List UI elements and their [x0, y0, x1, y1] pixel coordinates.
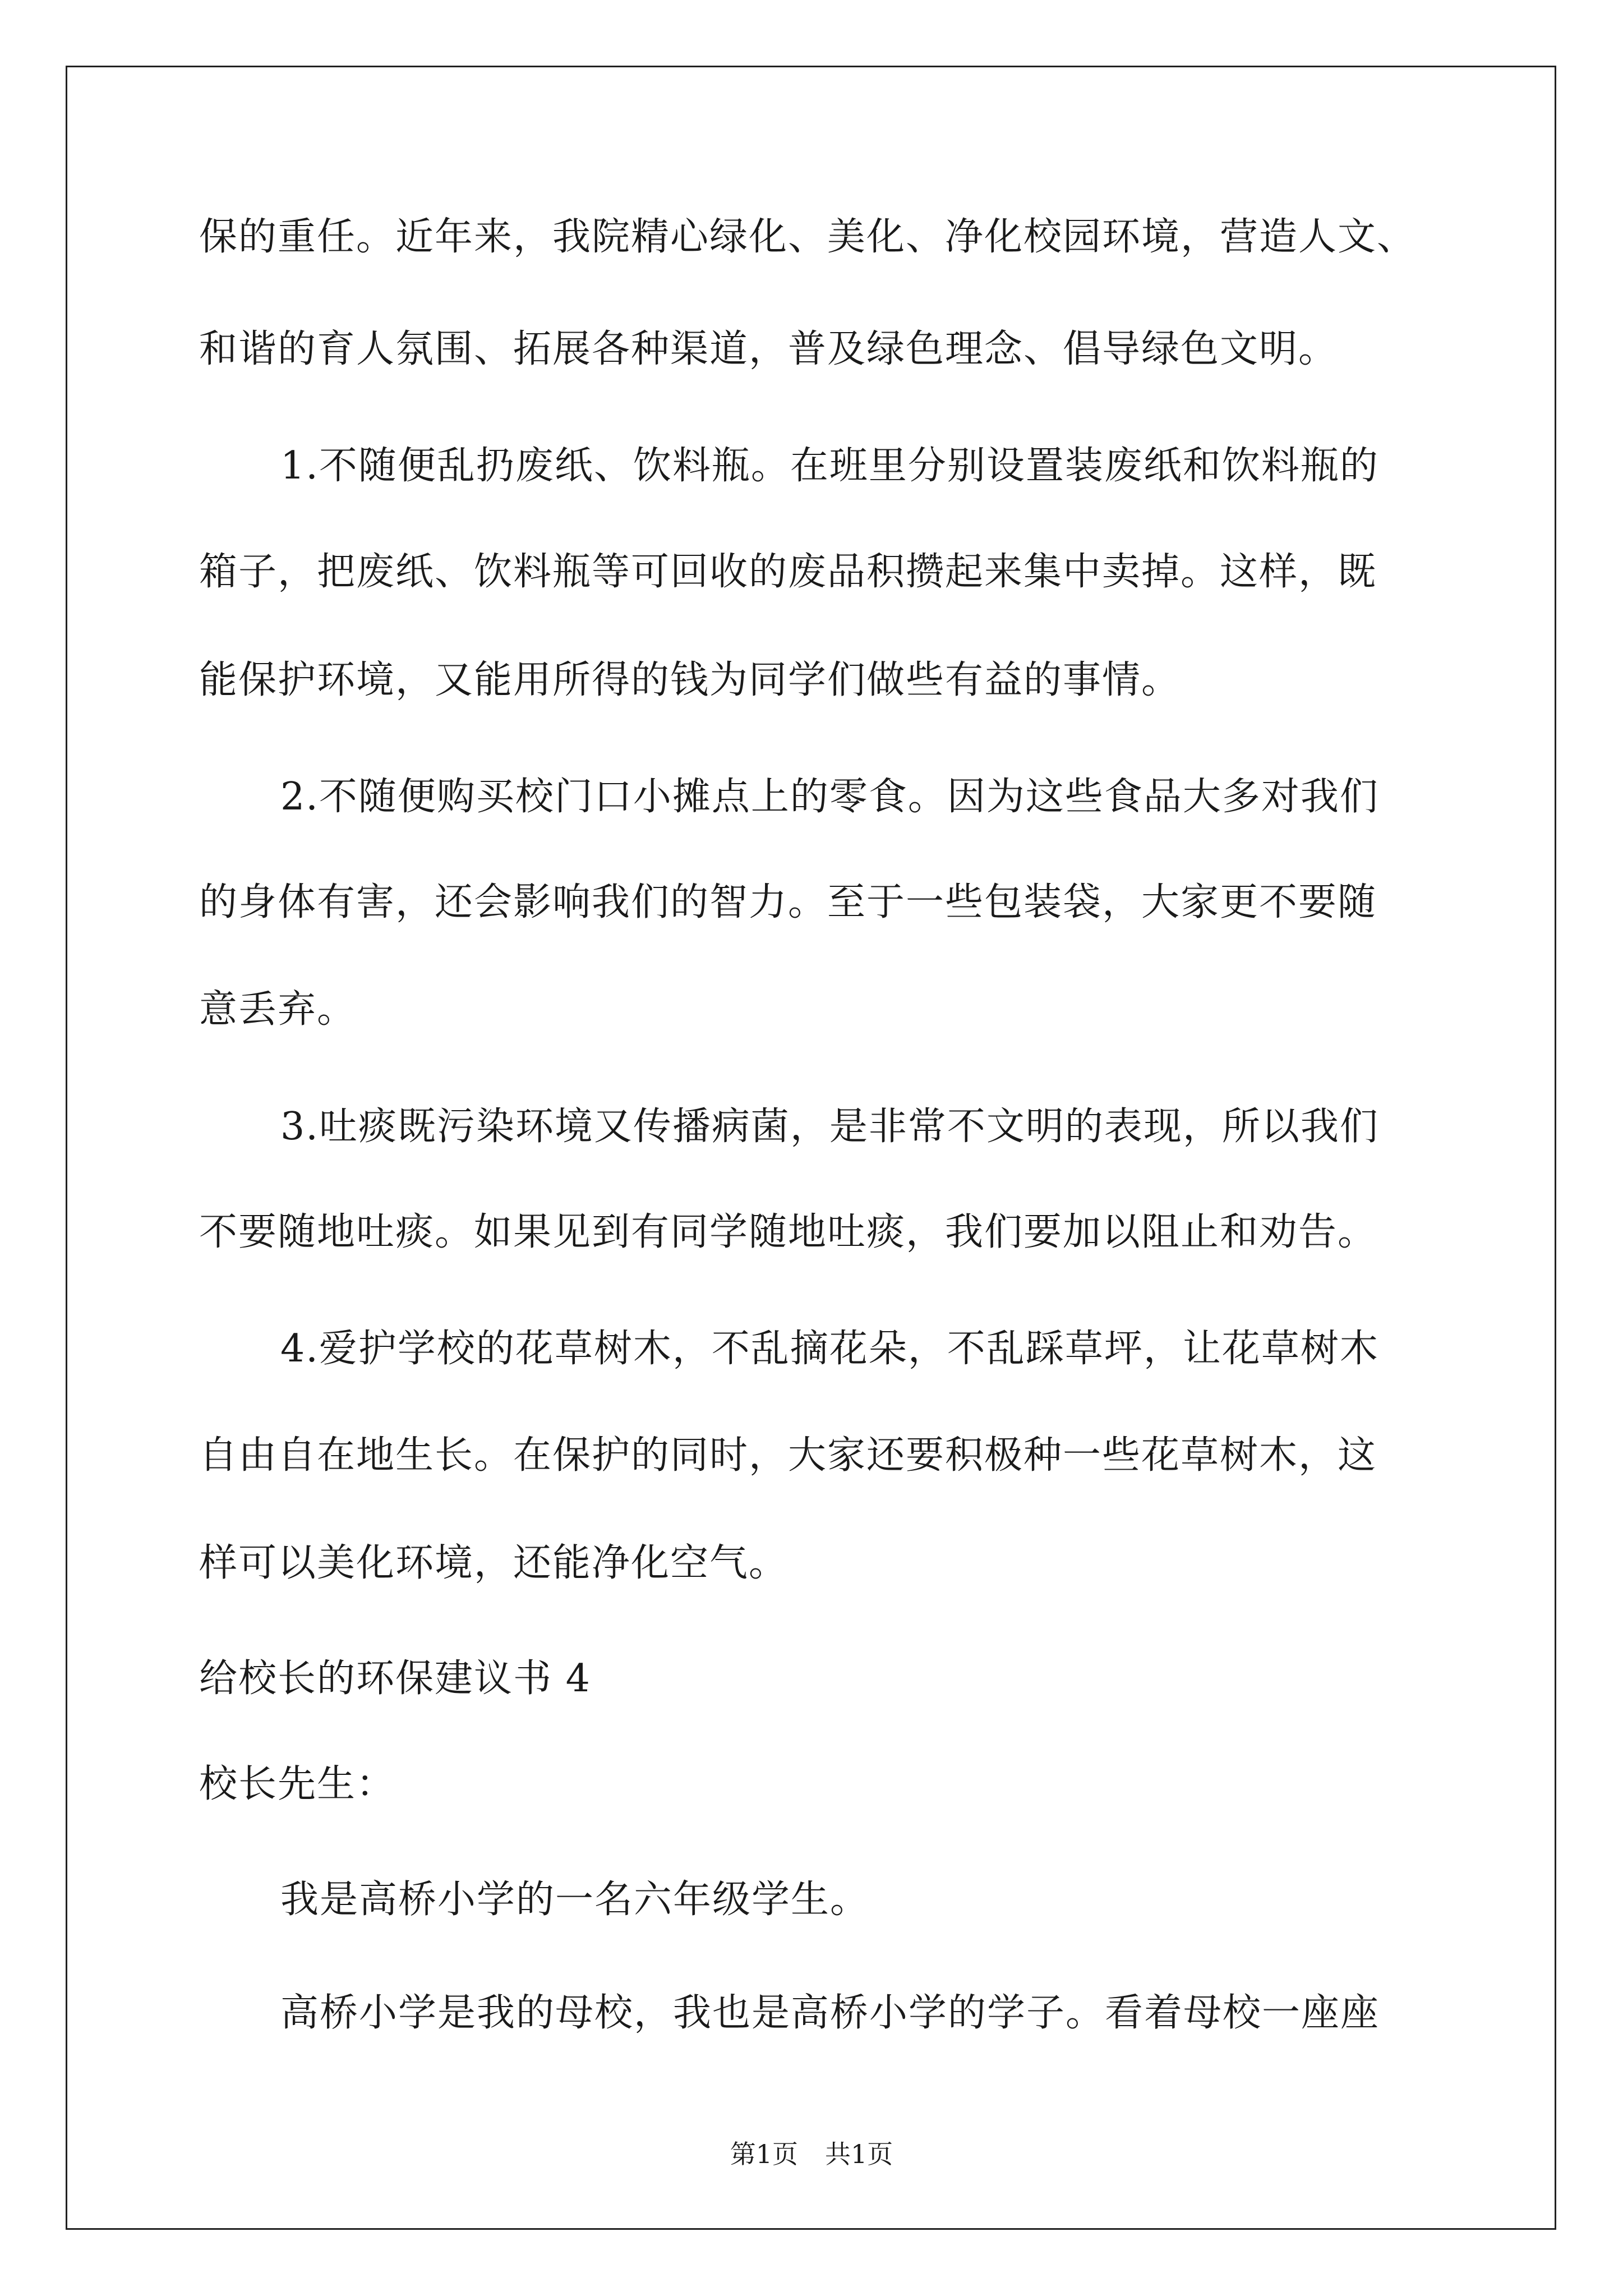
list-item-3-line: 3.吐痰既污染环境又传播病菌，是非常不文明的表现，所以我们	[280, 1105, 1379, 1149]
list-item-4-line: 4.爱护学校的花草树木，不乱摘花朵，不乱踩草坪，让花草树木	[280, 1327, 1379, 1371]
section-heading: 给校长的环保建议书 4	[199, 1657, 591, 1701]
page-total: 共1页	[825, 2139, 893, 2169]
list-item-2-line: 意丢弃。	[199, 987, 357, 1032]
list-item-4-line: 自由自在地生长。在保护的同时，大家还要积极种一些花草树木，这	[199, 1433, 1377, 1478]
body-text-line: 和谐的育人氛围、拓展各种渠道，普及绿色理念、倡导绿色文明。	[199, 327, 1338, 371]
list-item-1-line: 能保护环境，又能用所得的钱为同学们做些有益的事情。	[199, 658, 1181, 702]
list-item-2-line: 的身体有害，还会影响我们的智力。至于一些包装袋，大家更不要随	[199, 880, 1377, 924]
salutation: 校长先生：	[199, 1762, 396, 1806]
list-item-3-line: 不要随地吐痰。如果见到有同学随地吐痰，我们要加以阻止和劝告。	[199, 1210, 1377, 1254]
body-text-line: 保的重任。近年来，我院精心绿化、美化、净化校园环境，营造人文、	[199, 215, 1417, 259]
body-text-line: 高桥小学是我的母校，我也是高桥小学的学子。看着母校一座座	[280, 1991, 1380, 2035]
page-footer	[0, 2137, 1623, 2171]
list-item-4-line: 样可以美化环境，还能净化空气。	[199, 1541, 789, 1585]
list-item-1-line: 箱子，把废纸、饮料瓶等可回收的废品积攒起来集中卖掉。这样，既	[199, 550, 1377, 594]
page-number: 第1页	[730, 2139, 798, 2169]
list-item-2-line: 2.不随便购买校门口小摊点上的零食。因为这些食品大多对我们	[280, 775, 1379, 819]
list-item-1-line: 1.不随便乱扔废纸、饮料瓶。在班里分别设置装废纸和饮料瓶的	[280, 444, 1379, 488]
body-text-line: 我是高桥小学的一名六年级学生。	[280, 1878, 870, 1922]
